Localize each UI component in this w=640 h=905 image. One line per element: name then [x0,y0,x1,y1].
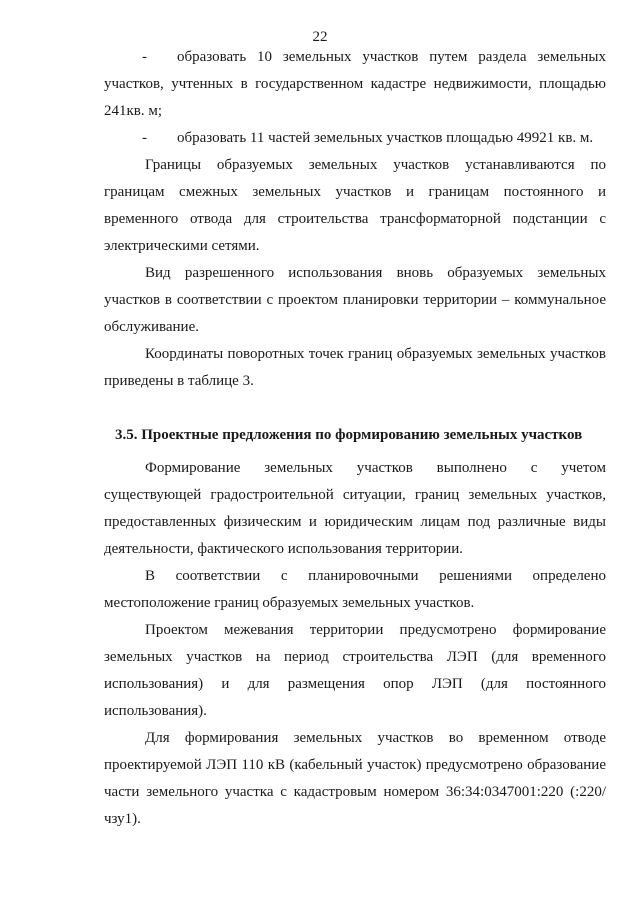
section-heading: 3.5. Проектные предложения по формированию земельных участков [115,427,583,443]
document-body [104,44,606,833]
paragraph-formation: Формирование земельных участков выполнено с учетом существующей градостроительной ситуации, границ земельных участков, предоставленных физическим и юридическим лицам под различные виды деятельности, фактического использования территории. [104,460,606,557]
paragraph-temporary-allotment: Для формирования земельных участков во временном отводе проектируемой ЛЭП 110 кВ (кабельный участок) предусмотрено образование части земельного участка с кадастровым номером 36:34:0347001:220 (:220/чзу1). [104,730,606,827]
list-item-text: образовать 10 земельных участков путем раздела земельных участков, учтенных в государственном кадастре недвижимости, площадью 241кв. м; [104,49,606,119]
list-item [104,44,606,125]
paragraph-permitted-use: Вид разрешенного использования вновь образуемых земельных участков в соответствии с проектом планировки территории – коммунальное обслуживание. [104,265,606,335]
list-bullet: - [142,49,147,65]
paragraph-boundaries: Границы образуемых земельных участков устанавливаются по границам смежных земельных участков и границам постоянного и временного отвода для строительства трансформаторной подстанции с электрическими сетями. [104,157,606,254]
paragraph-survey-project: Проектом межевания территории предусмотрено формирование земельных участков на период строительства ЛЭП (для временного использования) и для размещения опор ЛЭП (для постоянного использования). [104,622,606,719]
list-bullet: - [142,130,147,146]
list-item-text: образовать 11 частей земельных участков площадью 49921 кв. м. [177,130,594,146]
paragraph-coordinates: Координаты поворотных точек границ образуемых земельных участков приведены в таблице 3. [104,346,606,389]
list-item [104,125,606,152]
page-number: 22 [312,29,328,45]
paragraph-planning-decisions: В соответствии с планировочными решениями определено местоположение границ образуемых земельных участков. [104,568,606,611]
